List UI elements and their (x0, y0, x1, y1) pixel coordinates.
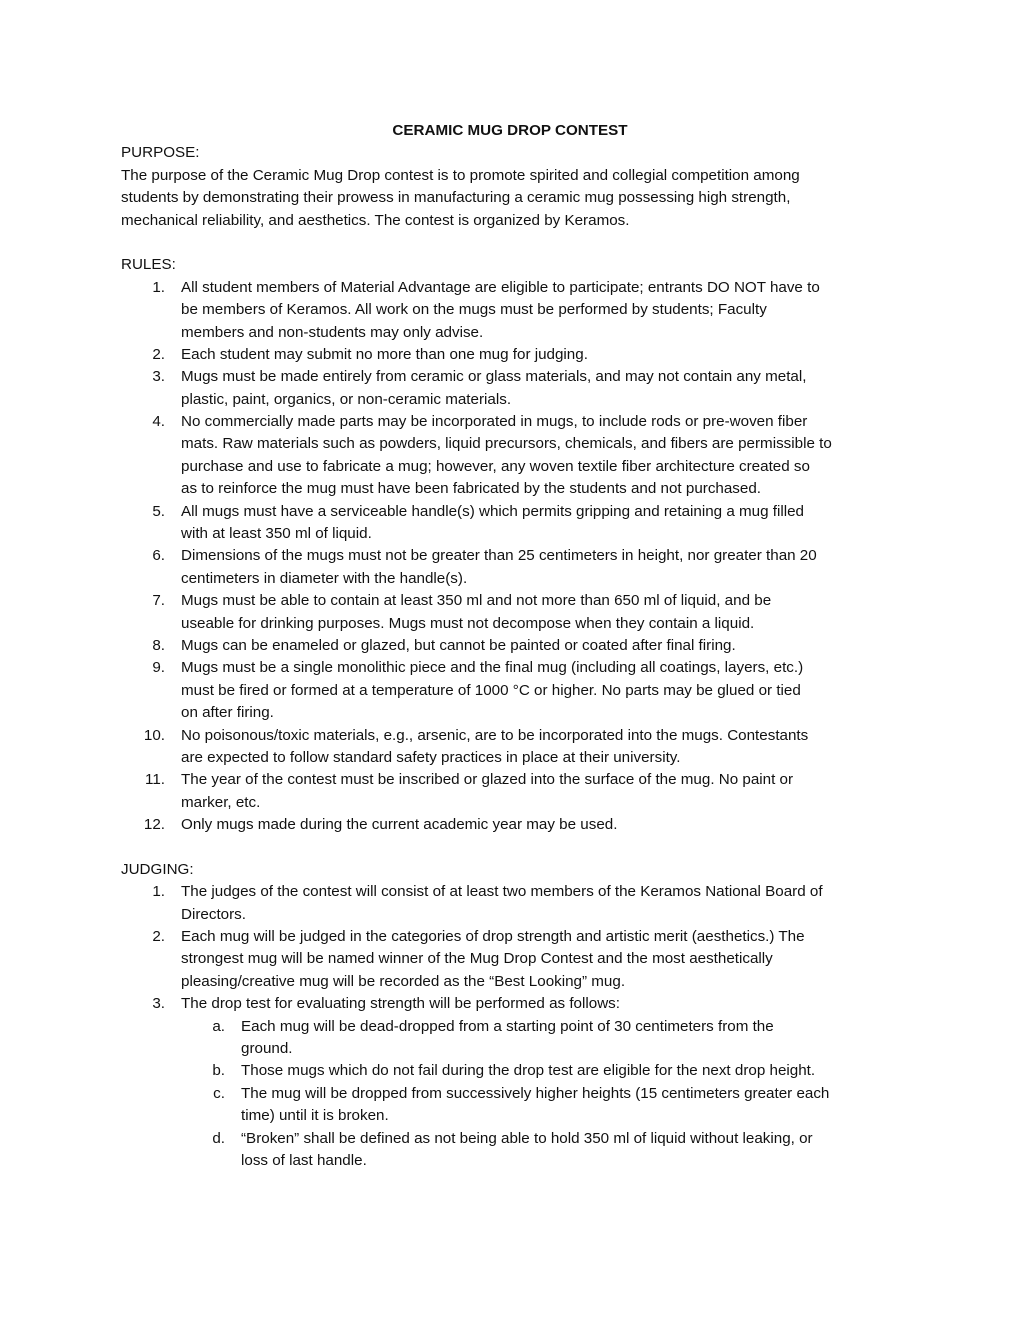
spacer (121, 837, 921, 859)
item-text: All student members of Material Advantage are eligible to participate; entrants DO NOT have to (181, 278, 820, 296)
document-title: CERAMIC MUG DROP CONTEST (392, 122, 628, 139)
purpose-section (121, 165, 921, 232)
rule-item (121, 501, 921, 546)
item-line (121, 545, 921, 567)
item-text: Directors. (181, 905, 246, 923)
item-line (121, 1060, 921, 1082)
spacer (121, 232, 921, 254)
rule-item (121, 769, 921, 814)
item-line (121, 680, 921, 702)
item-text: Each student may submit no more than one mug for judging. (181, 345, 588, 363)
item-number: b. (212, 1062, 225, 1080)
item-number: 7. (152, 592, 165, 610)
item-text: Each mug will be dead-dropped from a starting point of 30 centimeters from the (241, 1017, 774, 1035)
item-text: The mug will be dropped from successively higher heights (15 centimeters greater each (241, 1084, 830, 1102)
item-text: strongest mug will be named winner of the Mug Drop Contest and the most aesthetically (181, 950, 773, 968)
item-text: All mugs must have a serviceable handle(s) which permits gripping and retaining a mug filled (181, 502, 804, 520)
rule-item (121, 635, 921, 657)
item-line (121, 344, 921, 366)
item-text: No poisonous/toxic materials, e.g., arsenic, are to be incorporated into the mugs. Contestants (181, 726, 809, 744)
rule-item (121, 277, 921, 344)
item-text: centimeters in diameter with the handle(s). (181, 569, 468, 587)
item-number: 9. (152, 659, 165, 677)
item-text: Mugs must be a single monolithic piece and the final mug (including all coatings, layers, etc.) (181, 659, 804, 677)
item-text: Those mugs which do not fail during the drop test are eligible for the next drop height. (241, 1062, 816, 1080)
item-line (121, 478, 921, 500)
rule-item (121, 814, 921, 836)
judging-list (121, 881, 921, 1172)
item-line (121, 299, 921, 321)
item-line (121, 904, 921, 926)
purpose-line: students by demonstrating their prowess in manufacturing a ceramic mug possessing high strength, (121, 189, 791, 207)
rule-item (121, 411, 921, 501)
item-text: mats. Raw materials such as powders, liquid precursors, chemicals, and fibers are permissible to (181, 435, 832, 453)
item-text: as to reinforce the mug must have been fabricated by the students and not purchased. (181, 480, 762, 498)
purpose-heading: PURPOSE: (121, 144, 200, 162)
item-text: plastic, paint, organics, or non-ceramic materials. (181, 390, 512, 408)
item-text: on after firing. (181, 704, 274, 722)
item-number: 2. (152, 928, 165, 946)
judging-item (121, 881, 921, 926)
item-line (121, 523, 921, 545)
item-text: loss of last handle. (241, 1151, 367, 1169)
item-line (121, 1083, 921, 1105)
rules-heading: RULES: (121, 256, 176, 274)
item-line (121, 769, 921, 791)
item-line (121, 747, 921, 769)
item-line (121, 926, 921, 948)
item-number: c. (213, 1084, 225, 1102)
item-line (121, 1128, 921, 1150)
item-text: Mugs must be able to contain at least 350 ml and not more than 650 ml of liquid, and be (181, 592, 772, 610)
item-text: Only mugs made during the current academic year may be used. (181, 816, 618, 834)
sub-item (121, 1128, 921, 1173)
judging-item (121, 993, 921, 1015)
item-line (121, 590, 921, 612)
item-number: 11. (145, 771, 165, 789)
item-number: 6. (152, 547, 165, 565)
item-line (121, 725, 921, 747)
item-text: Mugs can be enameled or glazed, but cannot be painted or coated after final firing. (181, 636, 736, 654)
item-text: be members of Keramos. All work on the mugs must be performed by students; Faculty (181, 301, 767, 319)
item-text: pleasing/creative mug will be recorded as the “Best Looking” mug. (181, 972, 626, 990)
item-line (121, 1105, 921, 1127)
item-text: members and non-students may only advise. (181, 323, 484, 341)
item-text: “Broken” shall be defined as not being able to hold 350 ml of liquid without leaking, or (241, 1129, 813, 1147)
item-text: time) until it is broken. (241, 1107, 389, 1125)
sub-item (121, 1083, 921, 1128)
item-line (121, 948, 921, 970)
item-text: No commercially made parts may be incorporated in mugs, to include rods or pre-woven fiber (181, 413, 808, 431)
item-line (121, 1150, 921, 1172)
item-text: Each mug will be judged in the categories of drop strength and artistic merit (aesthetics.) The (181, 928, 805, 946)
sub-item (121, 1060, 921, 1082)
item-line (121, 366, 921, 388)
item-line (121, 456, 921, 478)
item-number: 5. (152, 502, 165, 520)
item-line (121, 501, 921, 523)
item-number: 8. (152, 636, 165, 654)
rule-item (121, 366, 921, 411)
rule-item (121, 344, 921, 366)
item-line (121, 635, 921, 657)
item-text: useable for drinking purposes. Mugs must not decompose when they contain a liquid. (181, 614, 755, 632)
item-line (121, 971, 921, 993)
rule-item (121, 725, 921, 770)
judging-item (121, 926, 921, 993)
item-text: The drop test for evaluating strength will be performed as follows: (181, 995, 620, 1013)
item-number: a. (212, 1017, 225, 1035)
item-line (121, 814, 921, 836)
rules-list (121, 277, 921, 837)
item-number: 3. (152, 995, 165, 1013)
item-line (121, 657, 921, 679)
item-line (121, 993, 921, 1015)
rule-item (121, 590, 921, 635)
item-line (121, 1038, 921, 1060)
item-number: 4. (152, 413, 165, 431)
item-line (121, 389, 921, 411)
item-line (121, 322, 921, 344)
item-text: must be fired or formed at a temperature of 1000 °C or higher. No parts may be glued or tied (181, 681, 801, 699)
item-text: The judges of the contest will consist of at least two members of the Keramos National Board of (181, 883, 823, 901)
item-text: The year of the contest must be inscribed or glazed into the surface of the mug. No paint or (181, 771, 794, 789)
item-line (121, 433, 921, 455)
item-number: 12. (143, 816, 165, 834)
item-line (121, 568, 921, 590)
item-number: 1. (152, 278, 165, 296)
item-line (121, 277, 921, 299)
item-line (121, 881, 921, 903)
purpose-line: mechanical reliability, and aesthetics. The contest is organized by Keramos. (121, 211, 630, 229)
item-text: purchase and use to fabricate a mug; however, any woven textile fiber architecture created so (181, 457, 810, 475)
item-line (121, 1016, 921, 1038)
item-line (121, 792, 921, 814)
item-number: d. (212, 1129, 225, 1147)
document (121, 120, 921, 1172)
item-line (121, 613, 921, 635)
item-line (121, 702, 921, 724)
rule-item (121, 545, 921, 590)
item-number: 1. (152, 883, 165, 901)
item-text: Mugs must be made entirely from ceramic or glass materials, and may not contain any metal, (181, 368, 807, 386)
judging-heading: JUDGING: (121, 860, 194, 878)
sub-item (121, 1016, 921, 1061)
purpose-line: The purpose of the Ceramic Mug Drop contest is to promote spirited and collegial competition among (121, 166, 800, 184)
item-text: Dimensions of the mugs must not be greater than 25 centimeters in height, nor greater than 20 (181, 547, 817, 565)
item-number: 3. (152, 368, 165, 386)
item-text: with at least 350 ml of liquid. (181, 525, 372, 543)
item-number: 2. (152, 345, 165, 363)
item-number: 10. (143, 726, 165, 744)
item-text: marker, etc. (181, 793, 261, 811)
rule-item (121, 657, 921, 724)
item-line (121, 411, 921, 433)
item-text: ground. (241, 1040, 293, 1058)
item-text: are expected to follow standard safety practices in place at their university. (181, 748, 681, 766)
